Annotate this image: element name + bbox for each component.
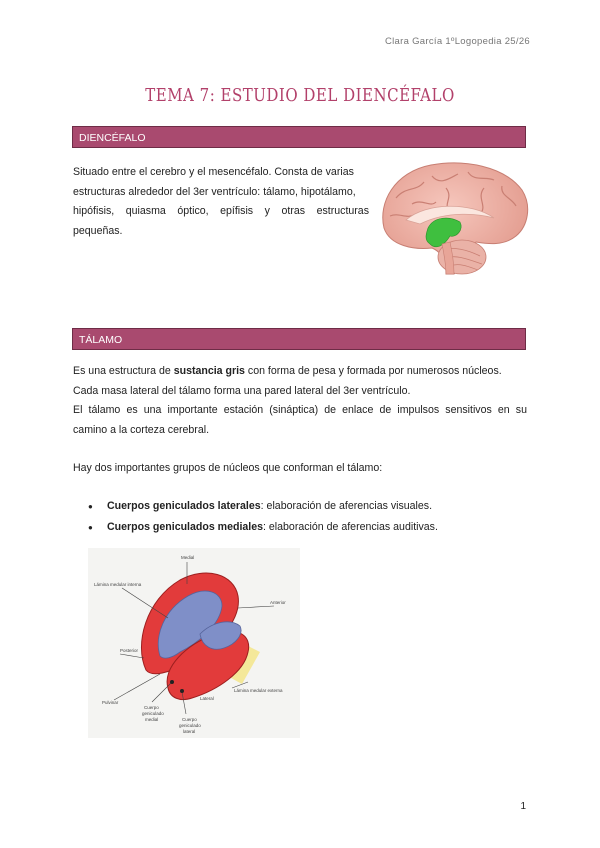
section-heading-talamo: TÁLAMO xyxy=(72,328,526,350)
intro-text-before: Es una estructura de xyxy=(73,365,174,377)
bullet-description: : elaboración de aferencias auditivas. xyxy=(263,521,438,533)
label-medial: Medial xyxy=(181,555,195,560)
diencefalo-line: hipófisis, quiasma óptico, epífisis y otras estructuras xyxy=(73,205,369,217)
talamo-groups-intro: Hay dos importantes grupos de núcleos que conforman el tálamo: xyxy=(73,462,383,474)
bullet-description: : elaboración de aferencias visuales. xyxy=(260,500,433,512)
label-internal-medullary-lamina: Lámina medular interna xyxy=(94,582,142,587)
bullet-bold-term: Cuerpos geniculados laterales xyxy=(107,500,261,512)
label-medial-geniculate: medial xyxy=(145,717,159,722)
talamo-line-4: camino a la corteza cerebral. xyxy=(73,423,210,436)
page-number: 1 xyxy=(520,801,526,812)
label-lateral-geniculate: geniculado xyxy=(179,723,201,728)
list-item xyxy=(88,517,438,538)
talamo-paragraph xyxy=(73,362,527,440)
label-pulvinar: Pulvinar xyxy=(102,700,119,705)
label-lateral-geniculate: Cuerpo xyxy=(182,717,197,722)
diencefalo-line: Situado entre el cerebro y el mesencéfalo. Consta de varias xyxy=(73,166,354,178)
talamo-line-2: Cada masa lateral del tálamo forma una pared lateral del 3er ventrículo. xyxy=(73,384,411,397)
intro-text-after: con forma de pesa y formada por numerosos núcleos. xyxy=(244,365,502,377)
list-item xyxy=(88,496,438,517)
label-medial-geniculate: Cuerpo xyxy=(144,705,159,710)
thalamus-nuclei-illustration xyxy=(88,548,300,738)
nuclei-bullet-list xyxy=(88,496,438,538)
label-external-medullary-lamina: Lámina medular externa xyxy=(234,688,283,693)
page-title: TEMA 7: ESTUDIO DEL DIENCÉFALO xyxy=(145,84,455,106)
label-anterior: Anterior xyxy=(270,600,286,605)
label-lateral: Lateral xyxy=(200,696,214,701)
diencefalo-paragraph xyxy=(73,163,369,241)
diencefalo-line: pequeñas. xyxy=(73,224,123,237)
diencefalo-line: estructuras alrededor del 3er ventrículo: tálamo, hipotálamo, xyxy=(73,185,356,198)
bullet-dot-icon: ● xyxy=(88,502,93,511)
brain-sagittal-illustration xyxy=(376,158,531,276)
label-medial-geniculate: geniculado xyxy=(142,711,164,716)
talamo-intro-line xyxy=(73,362,527,382)
talamo-line-3: El tálamo es una importante estación (sináptica) de enlace de impulsos sensitivos en su xyxy=(73,404,527,416)
bullet-dot-icon: ● xyxy=(88,523,93,532)
section-heading-diencefalo: DIENCÉFALO xyxy=(72,126,526,148)
header-author-course: Clara García 1ºLogopedia 25/26 xyxy=(384,36,530,47)
label-lateral-geniculate: lateral xyxy=(183,729,196,734)
intro-bold-sustancia-gris: sustancia gris xyxy=(173,365,245,377)
bullet-bold-term: Cuerpos geniculados mediales xyxy=(107,521,264,533)
label-posterior: Posterior xyxy=(120,648,139,653)
